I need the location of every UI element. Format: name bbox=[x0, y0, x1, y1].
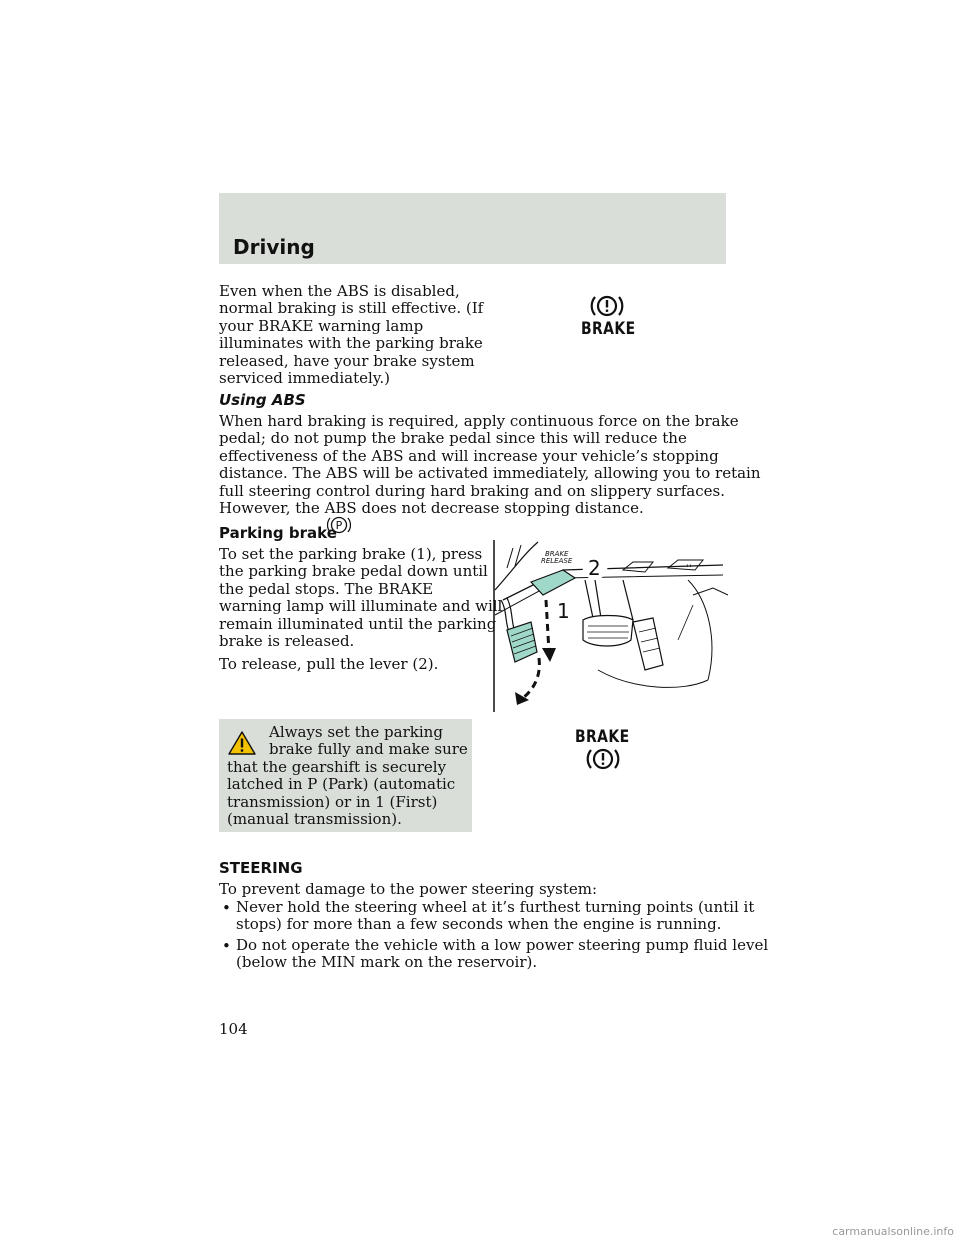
callout-2: 2 bbox=[588, 556, 601, 580]
release-instruction: To release, pull the lever (2). bbox=[219, 655, 439, 673]
brake-release-label-1: BRAKE bbox=[545, 550, 569, 558]
brake-warning-icon bbox=[583, 745, 623, 775]
text-line: illuminates with the parking brake bbox=[219, 334, 483, 353]
text-line: pedal; do not pump the brake pedal since this will reduce the bbox=[219, 429, 687, 448]
footer-watermark: carmanualsonline.info bbox=[832, 1225, 954, 1238]
text-line: stops) for more than a few seconds when the engine is running. bbox=[236, 915, 722, 934]
svg-text:↔: ↔ bbox=[686, 562, 692, 570]
brake-lamp-label: BRAKE bbox=[575, 727, 630, 747]
text-line: the parking brake pedal down until bbox=[219, 562, 488, 581]
using-abs-heading: Using ABS bbox=[219, 391, 306, 409]
brake-warning-icon bbox=[587, 292, 627, 322]
parking-brake-icon bbox=[327, 514, 351, 536]
brake-release-label-2: RELEASE bbox=[541, 557, 573, 565]
brake-lamp-label: BRAKE bbox=[581, 319, 636, 339]
text-line: However, the ABS does not decrease stopping distance. bbox=[219, 499, 644, 517]
steering-heading: STEERING bbox=[219, 859, 303, 877]
text-line: Always set the parking bbox=[269, 723, 443, 741]
text-line: serviced immediately.) bbox=[219, 369, 390, 387]
text-line: Do not operate the vehicle with a low power steering pump fluid level bbox=[236, 936, 769, 954]
section-header bbox=[219, 193, 726, 264]
text-line: latched in P (Park) (automatic bbox=[227, 775, 456, 794]
page-number: 104 bbox=[219, 1020, 248, 1038]
text-line: (manual transmission). bbox=[227, 810, 402, 828]
section-title: Driving bbox=[233, 235, 315, 259]
text-line: effectiveness of the ABS and will increase your vehicle’s stopping bbox=[219, 446, 719, 465]
text-line: full steering control during hard braking and on slippery surfaces. bbox=[219, 481, 725, 500]
text-line: your BRAKE warning lamp bbox=[219, 316, 424, 335]
text-line: remain illuminated until the parking bbox=[219, 614, 497, 633]
text-line: brake is released. bbox=[219, 632, 355, 650]
parking-brake-heading: Parking brake bbox=[219, 524, 337, 542]
parking-brake-icon-letter: P bbox=[335, 519, 343, 532]
text-line: warning lamp will illuminate and will bbox=[219, 597, 503, 616]
steering-intro: To prevent damage to the power steering system: bbox=[219, 880, 598, 898]
text-line: Even when the ABS is disabled, bbox=[219, 282, 460, 300]
text-line: the pedal stops. The BRAKE bbox=[219, 579, 434, 598]
warning-triangle-icon bbox=[228, 731, 256, 755]
text-line: normal braking is still effective. (If bbox=[219, 299, 484, 318]
text-line: transmission) or in 1 (First) bbox=[227, 792, 438, 811]
text-line: that the gearshift is securely bbox=[227, 757, 447, 776]
warning-box bbox=[219, 719, 472, 832]
text-line: distance. The ABS will be activated immediately, allowing you to retain bbox=[219, 464, 761, 483]
text-line: (below the MIN mark on the reservoir). bbox=[236, 953, 538, 972]
bullet-dot: • bbox=[222, 899, 231, 917]
bullet-dot: • bbox=[222, 937, 231, 955]
text-line: Never hold the steering wheel at it’s furthest turning points (until it bbox=[236, 898, 755, 916]
text-line: brake fully and make sure bbox=[269, 740, 468, 759]
callout-1: 1 bbox=[557, 599, 570, 623]
parking-brake-illustration bbox=[493, 540, 733, 712]
text-line: To set the parking brake (1), press bbox=[219, 545, 483, 563]
text-line: released, have your brake system bbox=[219, 351, 475, 370]
text-line: When hard braking is required, apply continuous force on the brake bbox=[219, 412, 739, 430]
